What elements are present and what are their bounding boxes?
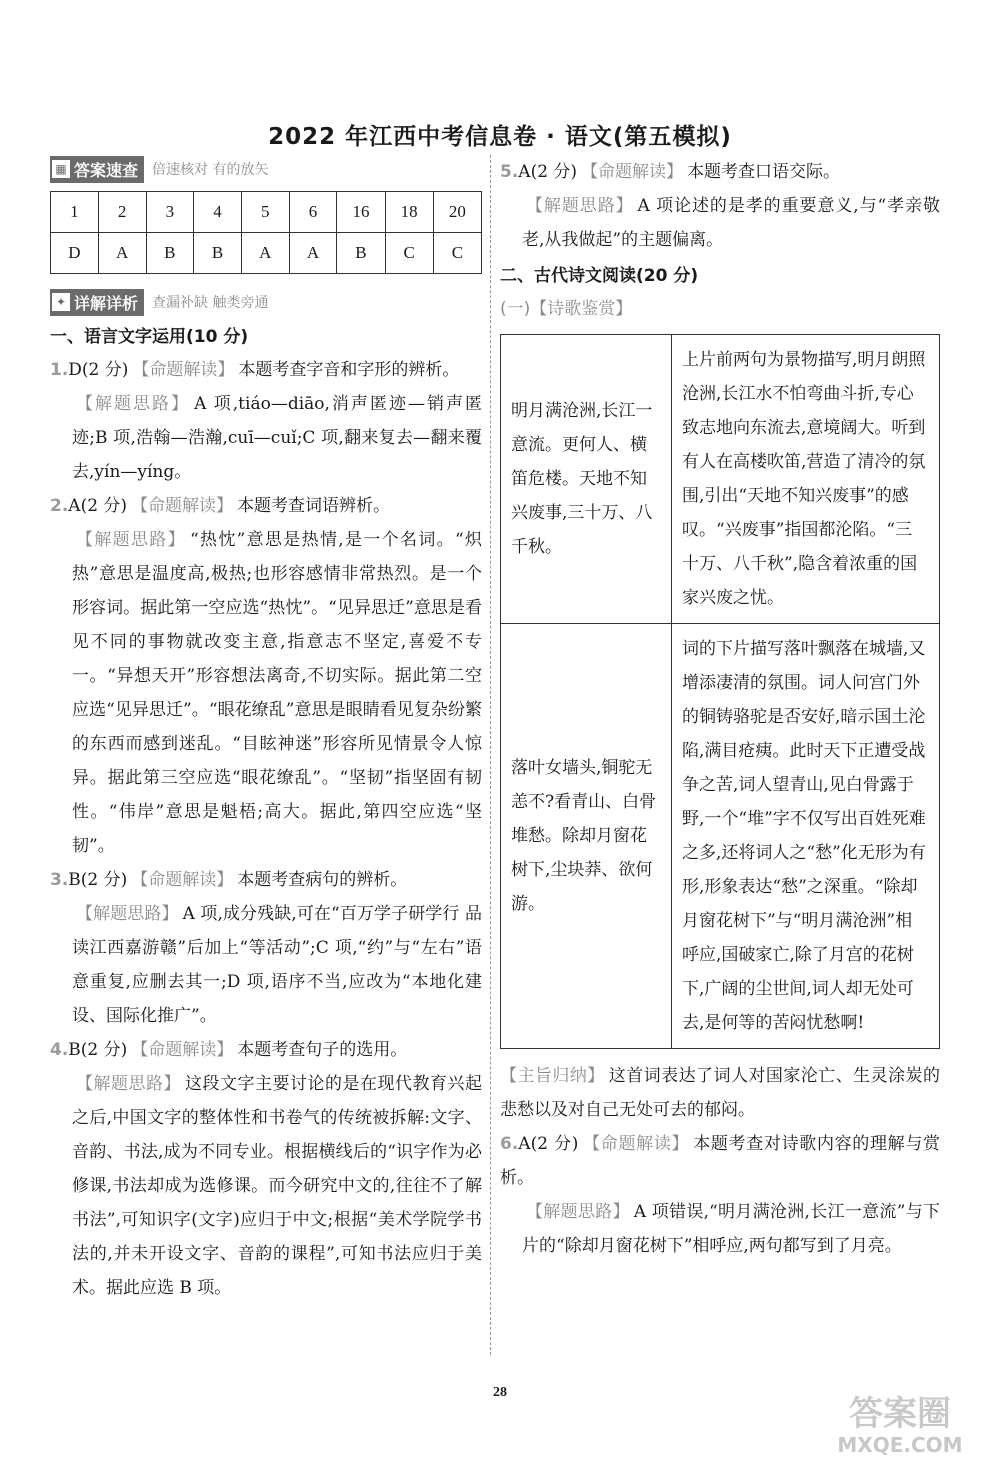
section-heading: 二、古代诗文阅读(20 分) (500, 266, 699, 286)
detail-badge-label: 详解详析 (74, 293, 139, 313)
answer-letter: A (241, 233, 289, 274)
page-title: 2022 年江西中考信息卷 · 语文(第五模拟) (268, 124, 732, 150)
answer-num: 16 (337, 192, 385, 233)
question-1 (50, 353, 482, 489)
tag-label: 【解题思路】 (526, 196, 634, 216)
poem-analysis: 词的下片描写落叶飘落在城墙,又增添凄清的氛围。词人问宫门外的铜铸骆驼是否安好,暗示国土沦陷,满目疮痍。此时天下正遭受战争之苦,词人望青山,见白骨露于野,一个“堆”字不仅写出百姓死难之多,还将词人之“愁”化无形为有形,形象表达“愁”之深重。“除却月窗花树下”与“明月满沧洲”相呼应,国破家亡,除了月宫的花树下,广阔的尘世间,词人却无处可去,是何等的苦闷忧愁啊! (672, 624, 940, 1049)
answer-num: 5 (241, 192, 289, 233)
question-desc: 本题考查口语交际。 (687, 162, 841, 182)
sub-section-heading: (一)【诗歌鉴赏】 (500, 299, 633, 319)
answer-letter: D (51, 233, 99, 274)
answer-banner (50, 155, 482, 183)
question-number: 4. (50, 1040, 69, 1060)
watermark-url: MXQE.COM (837, 1433, 963, 1457)
question-number: 2. (50, 496, 69, 516)
question-explanation: A 项,成分残缺,可在“百万学子研学行 品读江西嘉游赣”后加上“等活动”;C 项,“约”与“左右”语意重复,应删去其一;D 项,语序不当,应改为“本地化建设、国际化推广”。 (72, 904, 482, 1026)
summary-text: 这首词表达了词人对国家沦亡、生灵涂炭的悲愁以及对自己无处可去的郁闷。 (500, 1066, 940, 1120)
question-2 (50, 489, 482, 863)
tag-label: 【命题解读】 (582, 1134, 690, 1154)
left-column (50, 155, 482, 1305)
answer-letter: B (337, 233, 385, 274)
answer-num: 2 (98, 192, 146, 233)
tag-label: 【主旨归纳】 (500, 1066, 605, 1086)
answer-num: 6 (289, 192, 337, 233)
question-explanation: 这段文字主要讨论的是在现代教育兴起之后,中国文字的整体性和书卷气的传统被拆解:文字、音韵、书法,成为不同专业。根据横线后的“识字作为必修课,书法却成为选修课。而今研究中文的,往往不了解书法”,可知识字(文字)应归于中文;根据“美术学院学书法的,并未开设文字、音韵的课程”,可知书法应归于美术。据此应选 B 项。 (72, 1074, 482, 1298)
tag-label: 【解题思路】 (526, 1202, 630, 1222)
question-desc: 本题考查词语辨析。 (237, 496, 391, 516)
watermark-logo (820, 1395, 980, 1457)
poem-row (501, 335, 940, 624)
answer-badge-label: 答案速查 (74, 160, 139, 180)
answer-letter: A (98, 233, 146, 274)
question-desc: 本题考查病句的辨析。 (237, 870, 408, 890)
answer-letter: B (146, 233, 194, 274)
question-answer: B(2 分) (68, 1040, 128, 1060)
question-6 (500, 1127, 940, 1263)
tag-label: 【命题解读】 (132, 360, 235, 380)
tag-label: 【解题思路】 (76, 394, 191, 414)
bulb-icon: ✦ (52, 293, 70, 311)
page-number: 28 (493, 1385, 507, 1400)
question-answer: B(2 分) (68, 870, 128, 890)
detail-banner (50, 288, 482, 316)
question-answer: A(2 分) (518, 1134, 579, 1154)
poem-text: 明月满沧洲,长江一意流。更何人、横笛危楼。天地不知兴废事,三十万、八千秋。 (501, 335, 672, 624)
answer-letter: A (289, 233, 337, 274)
poem-analysis: 上片前两句为景物描写,明月朗照沧洲,长江水不怕弯曲斗折,专心致志地向东流去,意境阔大。听到有人在高楼吹笛,营造了清冷的氛围,引出“天地不知兴废事”的感叹。“兴废事”指国都沦陷。“三十万、八千秋”,隐含着浓重的国家兴废之忧。 (672, 335, 940, 624)
question-5 (500, 155, 940, 257)
tag-label: 【命题解读】 (131, 870, 234, 890)
question-answer: D(2 分) (68, 360, 129, 380)
question-answer: A(2 分) (518, 162, 578, 182)
question-answer: A(2 分) (68, 496, 128, 516)
answer-badge (50, 156, 144, 183)
question-number: 5. (500, 162, 519, 182)
tag-label: 【解题思路】 (76, 1074, 181, 1094)
question-number: 6. (500, 1134, 519, 1154)
answer-table (50, 191, 482, 274)
tag-label: 【命题解读】 (131, 1040, 234, 1060)
answer-letter: C (385, 233, 433, 274)
question-desc: 本题考查句子的选用。 (237, 1040, 408, 1060)
question-explanation: “热忱”意思是热情,是一个名词。“炽热”意思是温度高,极热;也形容感情非常热烈。是一个形容词。据此第一空应选“热忱”。“见异思迁”意思是看见不同的事物就改变主意,指意志不坚定,喜爱不专一。“异想天开”形容想法离奇,不切实际。据此第二空应选“见异思迁”。“眼花缭乱”意思是眼睛看见复杂纷繁的东西而感到迷乱。“目眩神迷”形容所见情景令人惊异。据此第三空应选“眼花缭乱”。“坚韧”指坚固有韧性。“伟岸”意思是魁梧;高大。据此,第四空应选“坚韧”。 (72, 530, 482, 856)
answer-banner-sub: 倍速核对 有的放矢 (152, 162, 269, 178)
tag-label: 【解题思路】 (76, 530, 186, 550)
poem-text: 落叶女墙头,铜驼无恙不?看青山、白骨堆愁。除却月窗花树下,尘块莽、欲何游。 (501, 624, 672, 1049)
poem-table (500, 334, 940, 1049)
question-explanation: A 项错误,“明月满沧洲,长江一意流”与下片的“除却月窗花树下”相呼应,两句都写到了月亮。 (522, 1202, 940, 1256)
watermark-text: 答案圈 (849, 1394, 951, 1434)
detail-badge (50, 289, 144, 316)
answer-table-numbers-row (51, 192, 482, 233)
answer-letter: C (433, 233, 481, 274)
tag-label: 【解题思路】 (76, 904, 179, 924)
answer-num: 3 (146, 192, 194, 233)
section-heading: 一、语言文字运用(10 分) (50, 327, 249, 347)
poem-row (501, 624, 940, 1049)
question-desc: 本题考查字音和字形的辨析。 (238, 360, 460, 380)
answer-num: 20 (433, 192, 481, 233)
question-3 (50, 863, 482, 1033)
answer-letter: B (194, 233, 242, 274)
question-number: 3. (50, 870, 69, 890)
question-explanation: A 项,tiáo—diāo,消声匿迹—销声匿迹;B 项,浩翰—浩瀚,cuī—cuǐ;C 项,翻来复去—翻来覆去,yín—yíng。 (72, 394, 483, 482)
grid-icon: ▦ (52, 160, 70, 178)
question-explanation: A 项论述的是孝的重要意义,与“孝亲敬老,从我做起”的主题偏离。 (522, 196, 941, 250)
detail-banner-sub: 查漏补缺 触类旁通 (152, 295, 269, 311)
column-divider (490, 155, 491, 1355)
right-column (500, 155, 940, 1263)
tag-label: 【命题解读】 (581, 162, 684, 182)
answer-num: 18 (385, 192, 433, 233)
question-4 (50, 1033, 482, 1305)
question-number: 1. (50, 360, 69, 380)
answer-num: 4 (194, 192, 242, 233)
answer-table-answers-row (51, 233, 482, 274)
question-desc: 本题考查对诗歌内容的理解与赏析。 (500, 1134, 941, 1188)
tag-label: 【命题解读】 (131, 496, 234, 516)
answer-num: 1 (51, 192, 99, 233)
